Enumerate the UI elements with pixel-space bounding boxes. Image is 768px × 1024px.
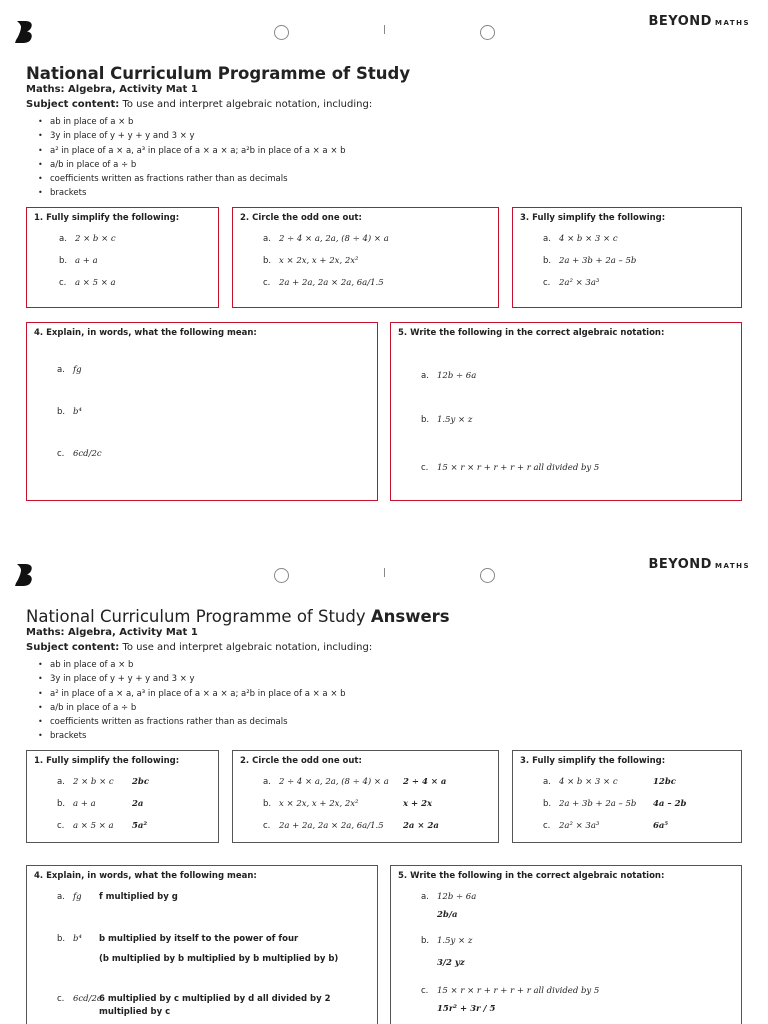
list-item: • ab in place of a × b (38, 658, 346, 672)
question-item: b. 2a + 3b + 2a – 5b (543, 256, 637, 266)
question-item: c. 6cd/2c (57, 994, 102, 1004)
question-title: 3. Fully simplify the following: (520, 756, 666, 766)
answer-5-box (390, 865, 742, 1024)
list-item: • brackets (38, 729, 346, 743)
question-item: b. 1.5y × z (421, 415, 473, 425)
question-item: a. 12b ÷ 6a (421, 371, 477, 381)
question-title: 5. Write the following in the correct algebraic notation: (398, 871, 665, 881)
answer-value: 3/2 yz (437, 958, 465, 968)
answer-value: 15r² + 3r / 5 (437, 1004, 496, 1014)
list-item: • coefficients written as fractions rather than as decimals (38, 715, 346, 729)
list-item: • 3y in place of y + y + y and 3 × y (38, 672, 346, 686)
brand-logo: BEYOND MATHS (648, 14, 750, 29)
question-item: c. 2a + 2a, 2a × 2a, 6a/1.5 (263, 278, 384, 288)
answer-value: multiplied by c (99, 1007, 171, 1017)
list-item: • brackets (38, 186, 346, 200)
center-mark (384, 25, 385, 34)
question-item: b. x × 2x, x + 2x, 2x² (263, 799, 359, 809)
question-2-box (232, 207, 499, 308)
answer-2-box (232, 750, 499, 843)
question-item: c. 2a² × 3a³ (543, 821, 600, 831)
brand-logo: BEYOND MATHS (648, 557, 750, 572)
answer-value: 2bc (132, 777, 150, 787)
question-item: b. 1.5y × z (421, 936, 473, 946)
answer-value: b multiplied by itself to the power of four (99, 934, 299, 944)
question-item: a. 12b ÷ 6a (421, 892, 477, 902)
question-item: c. 2a² × 3a³ (543, 278, 600, 288)
answer-value: f multiplied by g (99, 892, 178, 902)
answer-value: 2a (132, 799, 144, 809)
list-item: • a² in place of a × a, a³ in place of a × a × a; a²b in place of a × a × b (38, 687, 346, 701)
question-item: a. 4 × b × 3 × c (543, 777, 618, 787)
page-subtitle: Maths: Algebra, Activity Mat 1 (26, 627, 198, 638)
answer-value: 2 ÷ 4 × a (403, 777, 447, 787)
question-item: b. b⁴ (57, 934, 82, 944)
subject-content: Subject content: To use and interpret algebraic notation, including: (26, 642, 373, 653)
question-item: a. 4 × b × 3 × c (543, 234, 618, 244)
list-item: • a/b in place of a ÷ b (38, 701, 346, 715)
subject-content: Subject content: To use and interpret algebraic notation, including: (26, 99, 373, 110)
answer-value: 6 multiplied by c multiplied by d all divided by 2 (99, 994, 331, 1004)
question-title: 2. Circle the odd one out: (240, 213, 362, 223)
punch-hole-right-icon (480, 568, 495, 583)
question-item: c. 15 × r × r + r + r + r all divided by 5 (421, 986, 600, 996)
question-item: b. a + a (57, 799, 96, 809)
question-item: b. a + a (59, 256, 98, 266)
question-4-box (26, 322, 378, 501)
list-item: • ab in place of a × b (38, 115, 346, 129)
question-item: a. 2 × b × c (57, 777, 114, 787)
question-item: b. 2a + 3b + 2a – 5b (543, 799, 637, 809)
question-item: a. fg (57, 892, 82, 902)
list-item: • a/b in place of a ÷ b (38, 158, 346, 172)
question-item: a. 2 ÷ 4 × a, 2a, (8 ÷ 4) × a (263, 777, 389, 787)
question-item: c. 2a + 2a, 2a × 2a, 6a/1.5 (263, 821, 384, 831)
question-title: 4. Explain, in words, what the following mean: (34, 328, 257, 338)
question-item: a. 2 × b × c (59, 234, 116, 244)
question-item: a. fg (57, 365, 82, 375)
question-title: 1. Fully simplify the following: (34, 213, 180, 223)
beyond-logo-icon (14, 20, 36, 44)
question-item: c. a × 5 × a (57, 821, 114, 831)
answer-value: 4a – 2b (653, 799, 687, 809)
question-item: c. 15 × r × r + r + r + r all divided by 5 (421, 463, 600, 473)
answer-value: x + 2x (403, 799, 433, 809)
answer-value: (b multiplied by b multiplied by b multiplied by b) (99, 954, 339, 964)
answer-value: 5a² (132, 821, 148, 831)
list-item: • 3y in place of y + y + y and 3 × y (38, 129, 346, 143)
punch-hole-right-icon (480, 25, 495, 40)
question-item: b. b⁴ (57, 407, 82, 417)
question-item: c. a × 5 × a (59, 278, 116, 288)
question-title: 1. Fully simplify the following: (34, 756, 180, 766)
answer-4-box (26, 865, 378, 1024)
answer-3-box (512, 750, 742, 843)
list-item: • coefficients written as fractions rather than as decimals (38, 172, 346, 186)
answer-value: 12bc (653, 777, 676, 787)
question-item: c. 6cd/2c (57, 449, 102, 459)
question-title: 4. Explain, in words, what the following mean: (34, 871, 257, 881)
question-title: 2. Circle the odd one out: (240, 756, 362, 766)
answer-value: 6a⁵ (653, 821, 669, 831)
answer-value: 2b/a (437, 910, 458, 920)
question-3-box (512, 207, 742, 308)
question-title: 5. Write the following in the correct algebraic notation: (398, 328, 665, 338)
punch-hole-left-icon (274, 568, 289, 583)
question-5-box (390, 322, 742, 501)
answers-page (0, 543, 768, 1024)
list-item: • a² in place of a × a, a³ in place of a × a × a; a²b in place of a × a × b (38, 144, 346, 158)
question-title: 3. Fully simplify the following: (520, 213, 666, 223)
beyond-logo-icon (14, 563, 36, 587)
question-item: a. 2 ÷ 4 × a, 2a, (8 ÷ 4) × a (263, 234, 389, 244)
page-title: National Curriculum Programme of Study Answers (26, 607, 450, 626)
question-item: b. x × 2x, x + 2x, 2x² (263, 256, 359, 266)
notation-list (38, 115, 346, 201)
answer-1-box (26, 750, 219, 843)
punch-hole-left-icon (274, 25, 289, 40)
page-subtitle: Maths: Algebra, Activity Mat 1 (26, 84, 198, 95)
page-title: National Curriculum Programme of Study (26, 64, 411, 83)
notation-list (38, 658, 346, 744)
question-1-box (26, 207, 219, 308)
answer-value: 2a × 2a (403, 821, 439, 831)
center-mark (384, 568, 385, 577)
